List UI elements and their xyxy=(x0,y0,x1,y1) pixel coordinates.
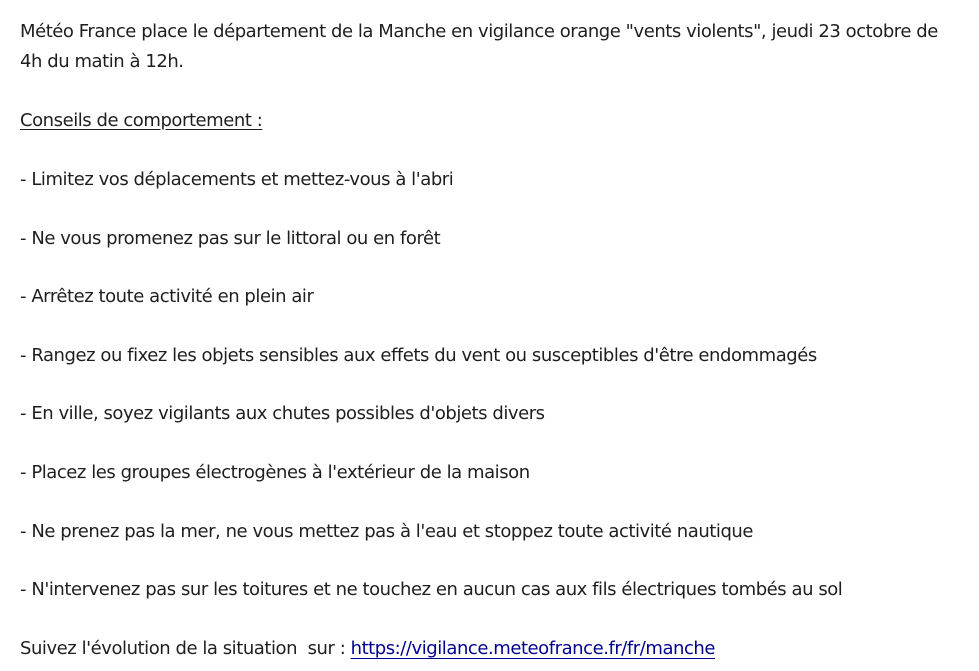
advice-item: - Ne prenez pas la mer, ne vous mettez pas à l'eau et stoppez toute activité nautique xyxy=(20,520,754,542)
advice-item: - Arrêtez toute activité en plein air xyxy=(20,286,314,308)
footer-paragraph xyxy=(20,634,959,664)
advice-item: - En ville, soyez vigilants aux chutes possibles d'objets divers xyxy=(20,403,545,425)
intro-paragraph: Météo France place le département de la Manche en vigilance orange "vents violents", jeudi 23 octobre de 4h du matin à 12h. xyxy=(20,21,938,72)
vigilance-link[interactable]: https://vigilance.meteofrance.fr/fr/manche xyxy=(350,637,716,659)
advice-item: - N'intervenez pas sur les toitures et ne touchez en aucun cas aux fils électriques tombés au sol xyxy=(20,579,843,601)
footer-text: Suivez l'évolution de la situation sur : xyxy=(20,637,351,659)
advice-item: - Rangez ou fixez les objets sensibles aux effets du vent ou susceptibles d'être endommagés xyxy=(20,344,817,366)
advice-item: - Limitez vos déplacements et mettez-vous à l'abri xyxy=(20,169,454,190)
advice-list xyxy=(20,165,959,605)
advice-item: - Placez les groupes électrogènes à l'extérieur de la maison xyxy=(20,461,530,483)
advice-heading: Conseils de comportement : xyxy=(20,110,263,131)
advice-item: - Ne vous promenez pas sur le littoral ou en forêt xyxy=(20,227,441,249)
